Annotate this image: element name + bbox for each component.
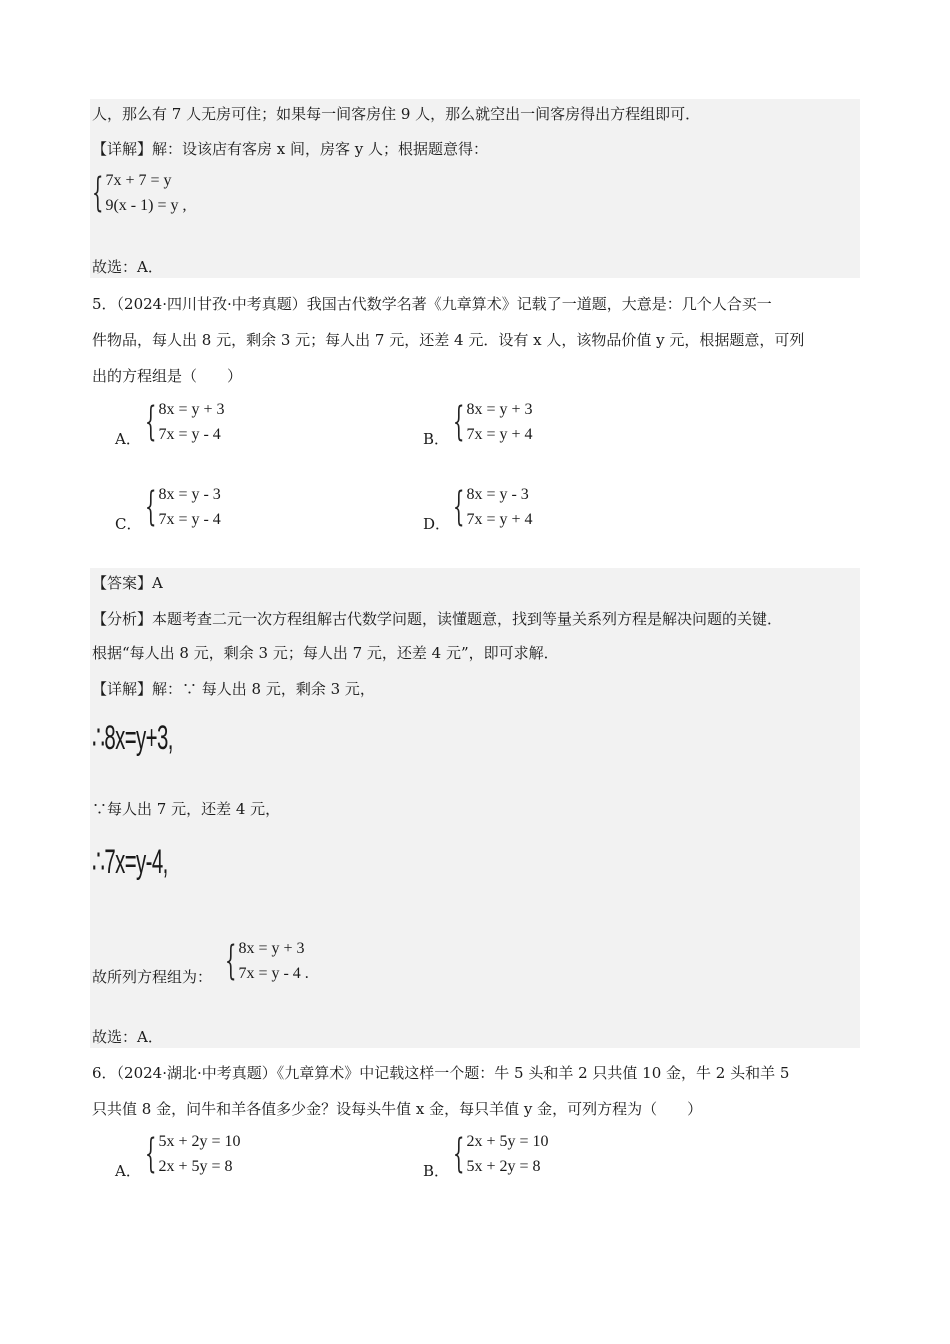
equation: 7x = y - 4 <box>158 426 221 443</box>
equation: 8x = y - 3 <box>466 486 529 503</box>
equation: 2x + 5y = 8 <box>158 1158 233 1175</box>
brace-icon: { <box>453 1131 465 1177</box>
equation: 8x = y + 3 <box>238 940 305 957</box>
equation-image: ∴7x=y-4, <box>92 843 168 881</box>
option-b-system[interactable] <box>453 397 533 447</box>
brace-icon: { <box>145 1131 157 1177</box>
question-6-line: 6．（2024·湖北·中考真题）《九章算术》中记载这样一个题：牛 5 头和羊 2 只共值 10 金，牛 2 头和羊 5 <box>92 1064 790 1082</box>
option-a-label[interactable]: A． <box>115 430 141 448</box>
equation: 7x = y + 4 <box>466 426 533 443</box>
option-b-system[interactable] <box>453 1129 549 1179</box>
equation: 7x = y - 4 . <box>238 965 309 982</box>
equation: 5x + 2y = 10 <box>158 1133 241 1150</box>
brace-icon: { <box>453 399 465 445</box>
detail-line: 【详解】解：∵ 每人出 8 元，剩余 3 元， <box>92 680 375 698</box>
equation: 2x + 5y = 10 <box>466 1133 549 1150</box>
brace-icon: { <box>145 484 157 530</box>
equation: 8x = y + 3 <box>466 401 533 418</box>
analysis-line: 根据“每人出 8 元，剩余 3 元；每人出 7 元，还差 4 元”，即可求解． <box>92 644 559 662</box>
option-d-label[interactable]: D． <box>423 515 451 533</box>
question-6-line: 只共值 8 金，问牛和羊各值多少金？设每头牛值 x 金，每只羊值 y 金，可列方程为（ ） <box>92 1100 703 1118</box>
choose-line: 故选：A． <box>92 1028 163 1046</box>
question-5-line: 件物品，每人出 8 元，剩余 3 元；每人出 7 元，还差 4 元．设有 x 人，该物品价值 y 元，根据题意，可列 <box>92 331 805 349</box>
option-b-label[interactable]: B． <box>423 1162 450 1180</box>
question-5-line: 5．（2024·四川甘孜·中考真题）我国古代数学名著《九章算术》记载了一道题，大意是：几个人合买一 <box>92 295 772 313</box>
equation-system <box>225 936 309 986</box>
equation: 7x = y - 4 <box>158 511 221 528</box>
equation: 8x = y + 3 <box>158 401 225 418</box>
equation: 5x + 2y = 8 <box>466 1158 541 1175</box>
option-b-label[interactable]: B． <box>423 430 450 448</box>
equation: 9(x - 1) = y , <box>105 197 187 214</box>
brace-icon: { <box>453 484 465 530</box>
brace-icon: { <box>145 399 157 445</box>
brace-icon: { <box>225 938 237 984</box>
equation-image: ∴8x=y+3, <box>92 719 173 757</box>
option-a-system[interactable] <box>145 1129 241 1179</box>
choose-line: 故选：A． <box>92 258 163 276</box>
equation-system <box>92 168 186 218</box>
solution-line: 人，那么有 7 人无房可住；如果每一间客房住 9 人，那么就空出一间客房得出方程组即可． <box>92 105 701 123</box>
question-5-line: 出的方程组是（ ） <box>92 367 243 385</box>
equation: 7x = y + 4 <box>466 511 533 528</box>
answer-line: 【答案】A <box>92 574 163 592</box>
option-c-label[interactable]: C． <box>115 515 142 533</box>
analysis-line: 【分析】本题考查二元一次方程组解古代数学问题，读懂题意，找到等量关系列方程是解决问题的关键． <box>92 610 783 628</box>
equation: 7x + 7 = y <box>105 172 172 189</box>
conclusion-line: 故所列方程组为： <box>92 968 213 986</box>
brace-icon: { <box>92 170 104 216</box>
equation: 8x = y - 3 <box>158 486 221 503</box>
detail-line: ∵每人出 7 元，还差 4 元， <box>92 800 281 818</box>
option-a-label[interactable]: A． <box>115 1162 141 1180</box>
solution-detail: 【详解】解：设该店有客房 x 间，房客 y 人；根据题意得： <box>92 140 489 158</box>
option-c-system[interactable] <box>145 482 221 532</box>
option-a-system[interactable] <box>145 397 225 447</box>
solution-block-q4 <box>90 99 860 278</box>
option-d-system[interactable] <box>453 482 533 532</box>
